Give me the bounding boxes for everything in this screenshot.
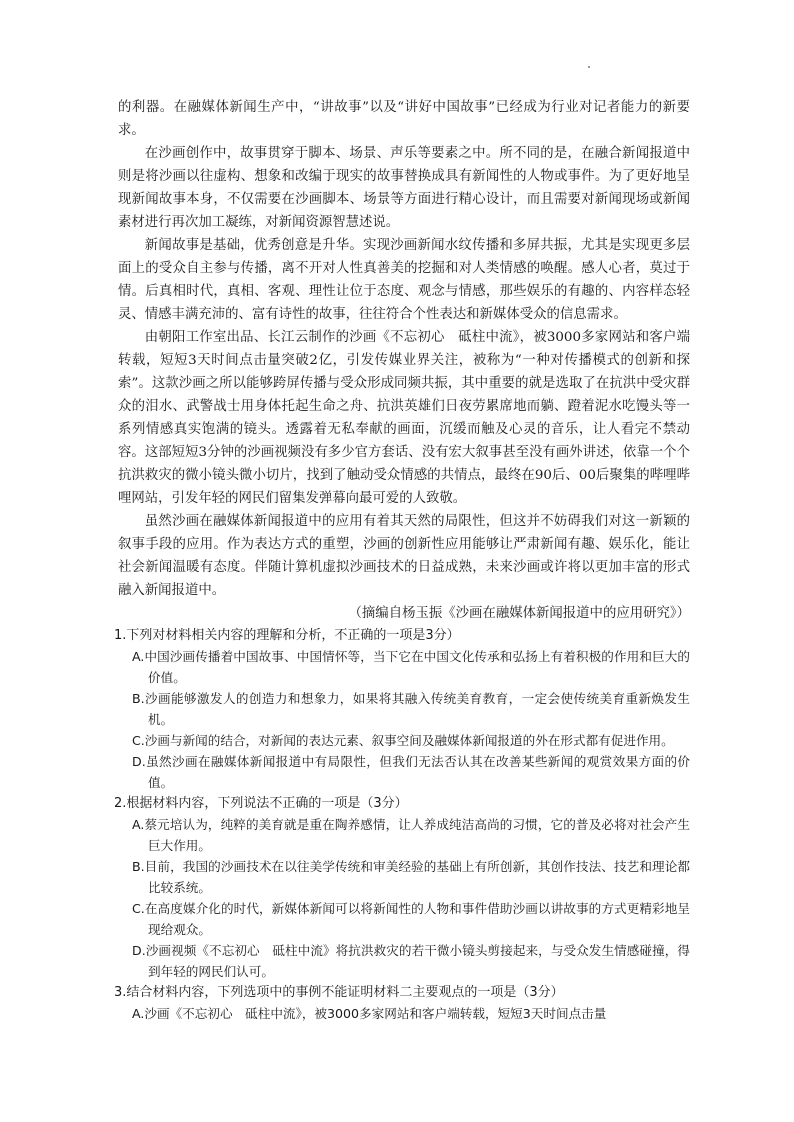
question-stem: 2.根据材料内容，下列说法不正确的一项是（3分） [114,796,408,811]
option-a: A.蔡元培认为，纯粹的美育就是重在陶养感情，让人养成纯洁高尚的习惯，它的普及必将对社会产生巨大作用。 [132,817,690,853]
option-c: C.沙画与新闻的结合，对新闻的表达元素、叙事空间及融媒体新闻报道的外在形式都有促进作用。 [132,733,674,748]
option-a: A.沙画《不忘初心 砥柱中流》，被3000多家网站和客户端转载，短短3天时间点击量 [132,1006,607,1021]
option-c: C.在高度媒介化的时代，新媒体新闻可以将新闻性的人物和事件借助沙画以讲故事的方式更精彩地呈现给观众。 [132,901,690,937]
question-stem: 3.结合材料内容，下列选项中的事例不能证明材料二主要观点的一项是（3分） [114,985,564,1000]
option-a: A.中国沙画传播着中国故事、中国情怀等，当下它在中国文化传承和弘扬上有着积极的作用和巨大的价值。 [132,649,690,685]
option-d: D.虽然沙画在融媒体新闻报道中有局限性，但我们无法否认其在改善某些新闻的观赏效果方面的价值。 [132,754,690,790]
paragraph-4: 由朝阳工作室出品、长江云制作的沙画《不忘初心 砥柱中流》，被3000多家网站和客户端转载，短短3天时间点击量突破2亿，引发传媒业界关注，被称为“一种对传播模式的创新和探索”。这款沙画之所以能够跨屏传播与受众形成同频共振，其中重要的就是选取了在抗洪中受灾群众的泪水、武警战士用身体托起生命之舟、抗洪英雄们日夜劳累席地而躺、蹬着泥水吃馒头等一系列情感真实饱满的镜头。透露着无私奉献的画面，沉缓而触及心灵的音乐，让人看完不禁动容。这部短短3分钟的沙画视频没有多少官方套话、没有宏大叙事甚至没有画外讲述，依靠一个个抗洪救灾的微小镜头微小切片，找到了触动受众情感的共情点，最终在90后、00后聚集的哔哩哔哩网站，引发年轻的网民们留集发弹幕向最可爱的人致敬。 [118,330,690,506]
document-page [114,96,690,1024]
paragraph-5: 虽然沙画在融媒体新闻报道中的应用有着其天然的局限性，但这并不妨碍我们对这一新颖的叙事手段的应用。作为表达方式的重塑，沙画的创新性应用能够让严肃新闻有趣、娱乐化，能让社会新闻温暖有态度。伴随计算机虚拟沙画技术的日益成熟，未来沙画或许将以更加丰富的形式融入新闻报道中。 [118,514,690,598]
paragraph-2: 在沙画创作中，故事贯穿于脚本、场景、声乐等要素之中。所不同的是，在融合新闻报道中则是将沙画以往虚构、想象和改编于现实的故事替换成具有新闻性的人物或事件。为了更好地呈现新闻故事本身，不仅需要在沙画脚本、场景等方面进行精心设计，而且需要对新闻现场或新闻素材进行再次加工凝练，对新闻资源智慧述说。 [118,146,690,230]
scan-speck [588,66,590,68]
source-citation: （摘编自杨玉振《沙画在融媒体新闻报道中的应用研究》） [348,606,690,621]
paragraph-3: 新闻故事是基础，优秀创意是升华。实现沙画新闻水纹传播和多屏共振，尤其是实现更多层面上的受众自主参与传播，离不开对人性真善美的挖掘和对人类情感的唤醒。感人心者，莫过于情。后真相时代，真相、客观、理性让位于态度、观念与情感，那些娱乐的有趣的、内容样态轻灵、情感丰满充沛的、富有诗性的故事，往往符合个性表达和新媒体受众的信息需求。 [118,238,690,322]
question-1 [114,625,690,793]
option-b: B.沙画能够激发人的创造力和想象力，如果将其融入传统美育教育，一定会使传统美育重新焕发生机。 [132,691,690,727]
question-stem: 1.下列对材料相关内容的理解和分析，不正确的一项是3分） [114,628,460,643]
question-3 [114,982,690,1024]
option-b: B.目前，我国的沙画技术在以往美学传统和审美经验的基础上有所创新，其创作技法、技艺和理论都比较系统。 [132,859,690,895]
article-body [118,96,690,625]
paragraph-1: 的利器。在融媒体新闻生产中，“讲故事”以及“讲好中国故事”已经成为行业对记者能力的新要求。 [118,100,690,138]
option-d: D.沙画视频《不忘初心 砥柱中流》将抗洪救灾的若干微小镜头剪接起来，与受众发生情感碰撞，得到年轻的网民们认可。 [132,943,690,979]
question-2 [114,793,690,982]
